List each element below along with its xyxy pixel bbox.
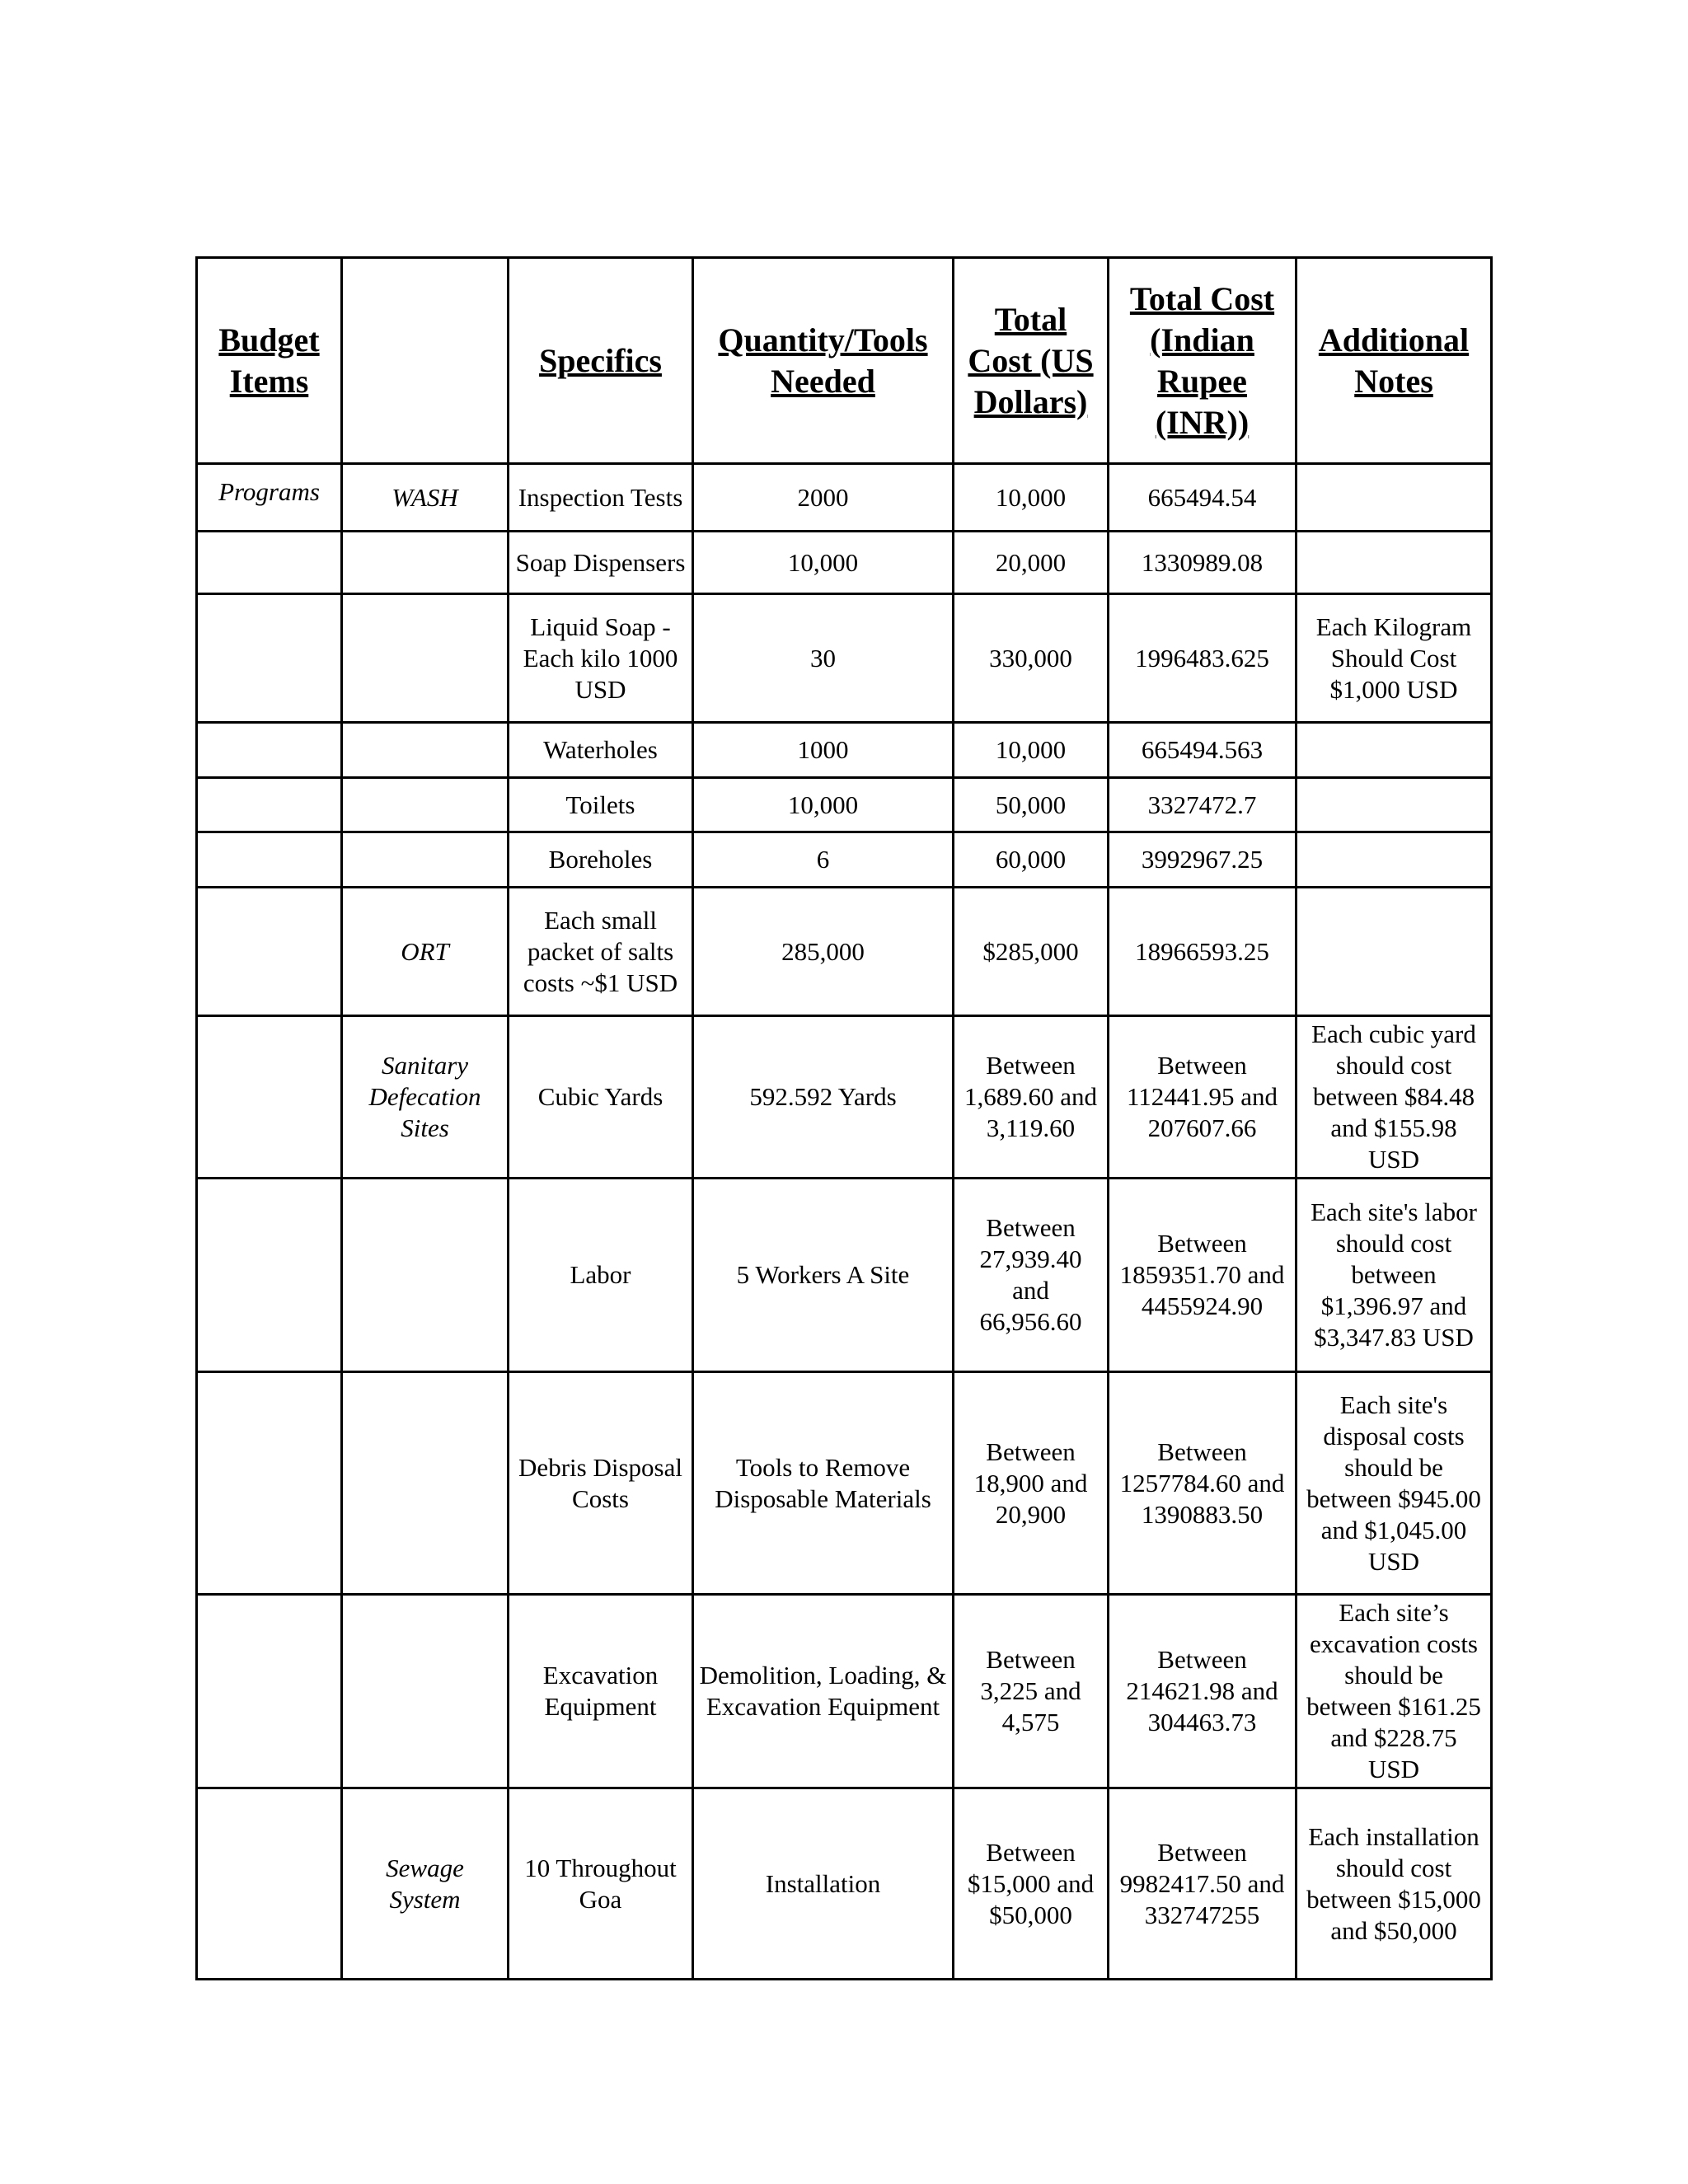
cell-inr: Between 1859351.70 and 4455924.90 xyxy=(1109,1179,1296,1372)
cell-budget-item xyxy=(197,594,342,723)
cell-usd: Between 18,900 and 20,900 xyxy=(954,1372,1109,1595)
cell-specifics: Soap Dispensers xyxy=(509,532,693,594)
cell-usd: 60,000 xyxy=(954,832,1109,888)
header-budget-items: Budget Items xyxy=(197,258,342,464)
cell-notes: Each site's disposal costs should be between $945.00 and $1,045.00 USD xyxy=(1296,1372,1492,1595)
cell-quantity: 10,000 xyxy=(693,532,954,594)
table-row xyxy=(197,1179,1492,1372)
cell-quantity: 1000 xyxy=(693,723,954,778)
table-row xyxy=(197,1788,1492,1980)
cell-inr: Between 1257784.60 and 1390883.50 xyxy=(1109,1372,1296,1595)
cell-inr: Between 9982417.50 and 332747255 xyxy=(1109,1788,1296,1980)
cell-budget-item: Programs xyxy=(197,464,342,532)
cell-budget-item xyxy=(197,1788,342,1980)
cell-inr: Between 112441.95 and 207607.66 xyxy=(1109,1016,1296,1179)
cell-inr: 1996483.625 xyxy=(1109,594,1296,723)
cell-notes: Each site's labor should cost between $1,396.97 and $3,347.83 USD xyxy=(1296,1179,1492,1372)
cell-inr: 1330989.08 xyxy=(1109,532,1296,594)
table-row xyxy=(197,723,1492,778)
cell-budget-item xyxy=(197,1595,342,1788)
cell-program xyxy=(342,723,509,778)
cell-inr: 3327472.7 xyxy=(1109,778,1296,832)
table-row xyxy=(197,888,1492,1016)
cell-specifics: Waterholes xyxy=(509,723,693,778)
table-row xyxy=(197,464,1492,532)
cell-quantity: Demolition, Loading, & Excavation Equipment xyxy=(693,1595,954,1788)
cell-notes xyxy=(1296,778,1492,832)
cell-specifics: Debris Disposal Costs xyxy=(509,1372,693,1595)
cell-quantity: 285,000 xyxy=(693,888,954,1016)
cell-budget-item xyxy=(197,832,342,888)
header-quantity: Quantity/Tools Needed xyxy=(693,258,954,464)
cell-quantity: 5 Workers A Site xyxy=(693,1179,954,1372)
cell-program: WASH xyxy=(342,464,509,532)
cell-notes: Each cubic yard should cost between $84.48 and $155.98 USD xyxy=(1296,1016,1492,1179)
cell-specifics: Each small packet of salts costs ~$1 USD xyxy=(509,888,693,1016)
cell-quantity: Installation xyxy=(693,1788,954,1980)
cell-notes: Each site’s excavation costs should be between $161.25 and $228.75 USD xyxy=(1296,1595,1492,1788)
table-row xyxy=(197,594,1492,723)
cell-usd: 10,000 xyxy=(954,723,1109,778)
cell-budget-item xyxy=(197,532,342,594)
cell-usd: Between $15,000 and $50,000 xyxy=(954,1788,1109,1980)
cell-usd: Between 27,939.40 and 66,956.60 xyxy=(954,1179,1109,1372)
cell-inr: 665494.563 xyxy=(1109,723,1296,778)
cell-budget-item xyxy=(197,1016,342,1179)
cell-usd: Between 1,689.60 and 3,119.60 xyxy=(954,1016,1109,1179)
cell-notes xyxy=(1296,723,1492,778)
budget-table xyxy=(195,256,1493,1980)
cell-program: ORT xyxy=(342,888,509,1016)
cell-specifics: Inspection Tests xyxy=(509,464,693,532)
cell-usd: 20,000 xyxy=(954,532,1109,594)
cell-usd: $285,000 xyxy=(954,888,1109,1016)
table-row xyxy=(197,778,1492,832)
cell-budget-item xyxy=(197,888,342,1016)
cell-quantity: 592.592 Yards xyxy=(693,1016,954,1179)
cell-program xyxy=(342,778,509,832)
cell-inr: Between 214621.98 and 304463.73 xyxy=(1109,1595,1296,1788)
cell-budget-item xyxy=(197,1372,342,1595)
cell-specifics: 10 Throughout Goa xyxy=(509,1788,693,1980)
table-row xyxy=(197,832,1492,888)
cell-quantity: Tools to Remove Disposable Materials xyxy=(693,1372,954,1595)
header-usd: Total Cost (US Dollars) xyxy=(954,258,1109,464)
table-row xyxy=(197,1595,1492,1788)
cell-program xyxy=(342,1595,509,1788)
cell-specifics: Liquid Soap - Each kilo 1000 USD xyxy=(509,594,693,723)
cell-specifics: Labor xyxy=(509,1179,693,1372)
cell-specifics: Toilets xyxy=(509,778,693,832)
cell-inr: 665494.54 xyxy=(1109,464,1296,532)
table-row xyxy=(197,1016,1492,1179)
cell-notes: Each Kilogram Should Cost $1,000 USD xyxy=(1296,594,1492,723)
cell-quantity: 30 xyxy=(693,594,954,723)
cell-usd: Between 3,225 and 4,575 xyxy=(954,1595,1109,1788)
cell-program: Sanitary Defecation Sites xyxy=(342,1016,509,1179)
cell-quantity: 6 xyxy=(693,832,954,888)
cell-notes xyxy=(1296,888,1492,1016)
cell-inr: 3992967.25 xyxy=(1109,832,1296,888)
cell-notes xyxy=(1296,832,1492,888)
cell-specifics: Cubic Yards xyxy=(509,1016,693,1179)
cell-budget-item xyxy=(197,1179,342,1372)
table-row xyxy=(197,532,1492,594)
cell-program xyxy=(342,832,509,888)
budget-body xyxy=(197,464,1492,1980)
cell-quantity: 10,000 xyxy=(693,778,954,832)
cell-notes xyxy=(1296,464,1492,532)
cell-usd: 330,000 xyxy=(954,594,1109,723)
cell-inr: 18966593.25 xyxy=(1109,888,1296,1016)
cell-specifics: Excavation Equipment xyxy=(509,1595,693,1788)
cell-program xyxy=(342,532,509,594)
cell-program xyxy=(342,594,509,723)
cell-specifics: Boreholes xyxy=(509,832,693,888)
cell-budget-item xyxy=(197,778,342,832)
cell-usd: 50,000 xyxy=(954,778,1109,832)
header-row xyxy=(197,258,1492,464)
table-row xyxy=(197,1372,1492,1595)
cell-usd: 10,000 xyxy=(954,464,1109,532)
cell-program: Sewage System xyxy=(342,1788,509,1980)
cell-quantity: 2000 xyxy=(693,464,954,532)
header-inr: Total Cost (Indian Rupee (INR)) xyxy=(1109,258,1296,464)
cell-program xyxy=(342,1179,509,1372)
header-specifics: Specifics xyxy=(509,258,693,464)
cell-notes: Each installation should cost between $15,000 and $50,000 xyxy=(1296,1788,1492,1980)
cell-budget-item xyxy=(197,723,342,778)
header-notes: Additional Notes xyxy=(1296,258,1492,464)
cell-program xyxy=(342,1372,509,1595)
cell-notes xyxy=(1296,532,1492,594)
header-program xyxy=(342,258,509,464)
